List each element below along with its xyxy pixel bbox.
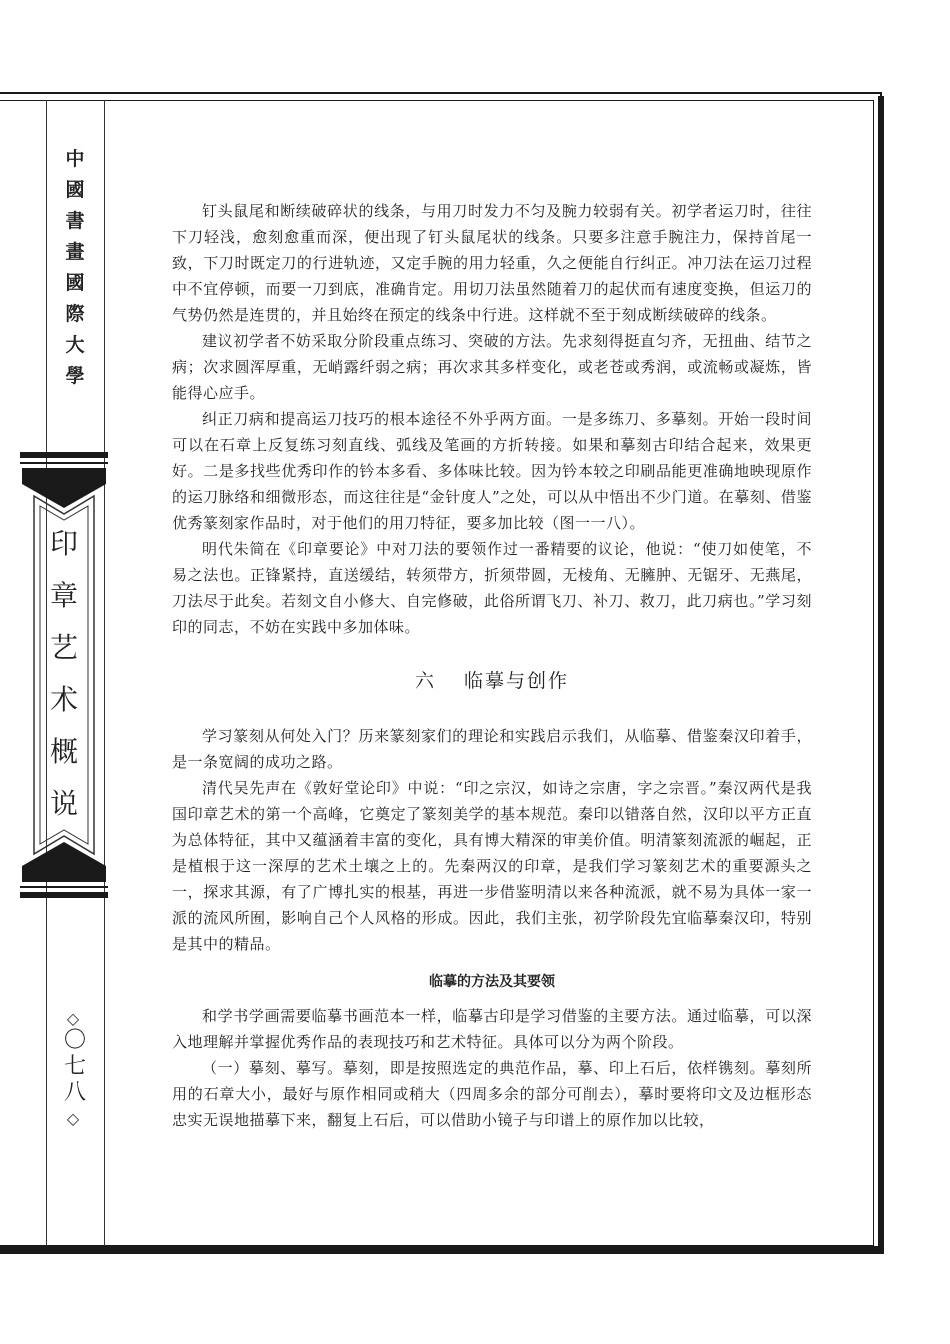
series-title-char: 大 bbox=[65, 334, 85, 356]
section-number: 六 bbox=[414, 670, 436, 692]
plaque-bar-top bbox=[20, 452, 108, 458]
paragraph: 纠正刀病和提高运刀技巧的根本途径不外乎两方面。一是多练刀、多摹刻。开始一段时间可以在石章上反复练习刻直线、弧线及笔画的方折转接。如果和摹刻古印结合起来，效果更好。二是多找些优秀印作的钤本多看、多体味比较。因为钤本较之印刷品能更准确地映现原作的运刀脉络和细微形态，而这往往是“金针度人”之处，可以从中悟出不少门道。在摹刻、借鉴优秀篆刻家作品时，对于他们的用刀特征，要多加比较（图一一八）。 bbox=[172, 410, 812, 532]
main-text bbox=[172, 198, 812, 1133]
series-title bbox=[58, 150, 92, 398]
page-number bbox=[48, 1030, 102, 1108]
frame-shadow-right bbox=[878, 96, 884, 1254]
paragraph: 钉头鼠尾和断续破碎状的线条，与用刀时发力不匀及腕力较弱有关。初学者运刀时，往往下刀轻浅，愈刻愈重而深，便出现了钉头鼠尾状的线条。只要多注意手腕注力，保持首尾一致，下刀时既定刀的行进轨迹，又定手腕的用力轻重，久之便能自行纠正。冲刀法在运刀过程中不宜停顿，而要一刀到底，准确肯定。用切刀法虽然随着刀的起伏而有速度变换，但运刀的气势仍然是连贯的，并且始终在预定的线条中行进。这样就不至于刻成断续破碎的线条。 bbox=[172, 202, 812, 324]
page-number-char: 八 bbox=[63, 1080, 86, 1105]
diamond-ornament-top: ◇ bbox=[66, 1009, 80, 1028]
section-heading bbox=[172, 666, 812, 693]
book-title-char: 印 bbox=[49, 527, 78, 560]
series-title-char: 學 bbox=[65, 365, 85, 387]
series-title-char: 國 bbox=[65, 272, 85, 294]
book-title bbox=[30, 527, 98, 842]
book-title-char: 艺 bbox=[49, 631, 78, 664]
paragraph: （一）摹刻、摹写。摹刻，即是按照选定的典范作品，摹、印上石后，依样镌刻。摹刻所用的石章大小，最好与原作相同或稍大（四周多余的部分可削去），摹时要将印文及边框形态忠实无误地描摹下来，翻复上石后，可以借助小镜子与印谱上的原作加以比较， bbox=[172, 1059, 812, 1129]
book-title-char: 术 bbox=[49, 683, 78, 716]
series-title-char: 國 bbox=[65, 179, 85, 201]
plaque-bar-bottom bbox=[20, 892, 108, 898]
paragraph: 明代朱简在《印章要论》中对刀法的要领作过一番精要的议论，他说：“使刀如使笔，不易之法也。正锋紧持，直送缓结，转须带方，折须带圆，无棱角、无臃肿、无锯牙、无燕尾，刀法尽于此矣。若刻文自小修大、自完修破，此俗所谓飞刀、补刀、救刀，此刀病也。”学习刻印的同志，不妨在实践中多加体味。 bbox=[172, 540, 812, 636]
series-title-char: 書 bbox=[65, 210, 85, 232]
series-title-char: 中 bbox=[65, 148, 85, 170]
series-title-char: 際 bbox=[65, 303, 85, 325]
paragraph: 清代吴先声在《敦好堂论印》中说：“印之宗汉，如诗之宗唐，字之宗晋。”秦汉两代是我国印章艺术的第一个高峰，它奠定了篆刻美学的基本规范。秦印以错落自然，汉印以平方正直为总体特征，其中又蕴涵着丰富的变化，具有博大精深的审美价值。明清篆刻流派的崛起，正是植根于这一深厚的艺术土壤之上的。先秦两汉的印章，是我们学习篆刻艺术的重要源头之一，探求其源，有了广博扎实的根基，再进一步借鉴明清以来各种流派，就不易为具体一家一派的流风所囿，影响自己个人风格的形成。因此，我们主张，初学阶段先宜临摹秦汉印，特别是其中的精品。 bbox=[172, 779, 812, 953]
paragraph: 建议初学者不妨采取分阶段重点练习、突破的方法。先求刻得挺直匀齐，无扭曲、结节之病；次求圆浑厚重，无峭露纤弱之病；再次求其多样变化，或老苍或秀润，或流畅或凝炼，皆能得心应手。 bbox=[172, 332, 812, 402]
plaque-bar-top-thin bbox=[20, 462, 108, 464]
series-title-char: 畫 bbox=[65, 241, 85, 263]
page-number-char: 七 bbox=[63, 1054, 86, 1079]
subheading: 临摹的方法及其要领 bbox=[429, 974, 555, 990]
plaque-bar-bottom-thin bbox=[20, 886, 108, 888]
diamond-ornament-bottom: ◇ bbox=[66, 1109, 80, 1128]
frame-shadow-bottom bbox=[0, 1246, 884, 1254]
page-number-char: 〇 bbox=[63, 1028, 86, 1053]
book-title-char: 章 bbox=[49, 579, 78, 612]
book-title-char: 说 bbox=[49, 787, 78, 820]
paragraph: 学习篆刻从何处入门？历来篆刻家们的理论和实践启示我们，从临摹、借鉴秦汉印着手，是一条宽阔的成功之路。 bbox=[172, 727, 812, 771]
paragraph: 和学书学画需要临摹书画范本一样，临摹古印是学习借鉴的主要方法。通过临摹，可以深入地理解并掌握优秀作品的表现技巧和艺术特征。具体可以分为两个阶段。 bbox=[172, 1007, 812, 1051]
section-title: 临摹与创作 bbox=[464, 670, 570, 692]
book-title-char: 概 bbox=[49, 735, 78, 768]
